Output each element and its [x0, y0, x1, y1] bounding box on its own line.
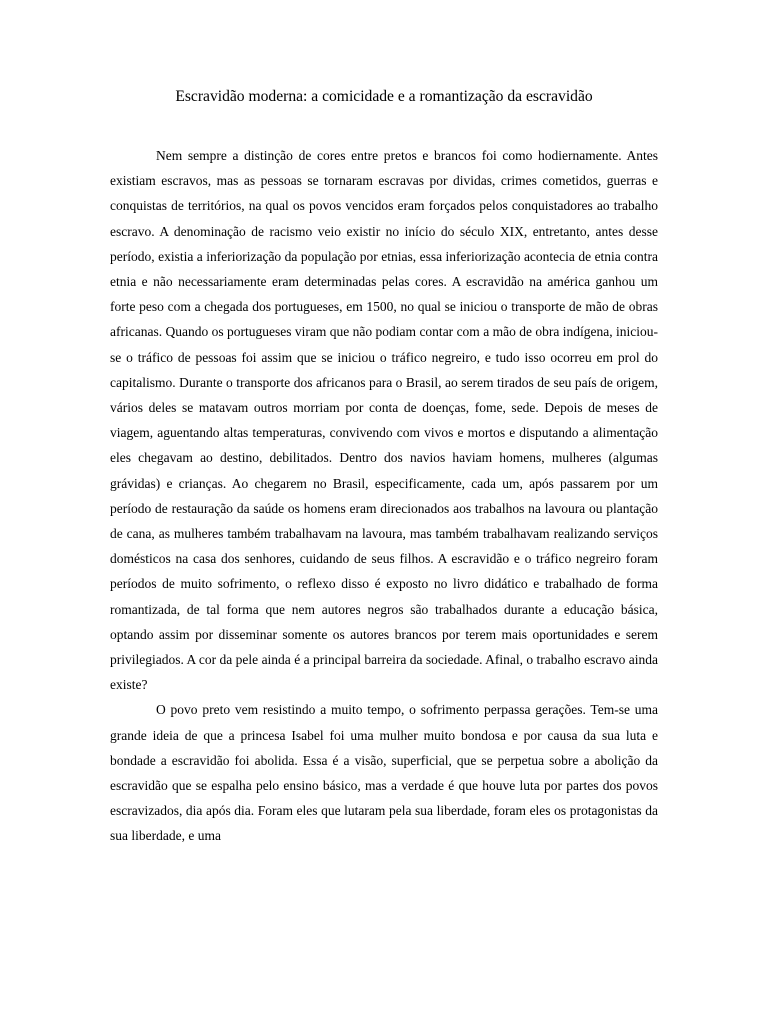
document-title: Escravidão moderna: a comicidade e a romantização da escravidão — [175, 88, 593, 105]
paragraph-1: Nem sempre a distinção de cores entre pretos e brancos foi como hodiernamente. Antes existiam escravos, mas as pessoas se tornaram escravas por dividas, crimes cometidos, guerras e conquistas de territórios, na qual os povos vencidos eram forçados pelos conquistadores ao trabalho escravo. A denominação de racismo veio existir no início do século XIX, entretanto, antes desse período, existia a inferiorização da população por etnias, essa inferiorização acontecia de etnia contra etnia e não necessariamente eram determinadas pelas cores. A escravidão na américa ganhou um forte peso com a chegada dos portugueses, em 1500, no qual se iniciou o transporte de mão de obras africanas. Quando os portugueses viram que não podiam contar com a mão de obra indígena, iniciou-se o tráfico de pessoas foi assim que se iniciou o tráfico negreiro, e tudo isso ocorreu em prol do capitalismo. Durante o transporte dos africanos para o Brasil, ao serem tirados de seu país de origem, vários deles se matavam outros morriam por conta de doenças, fome, sede. Depois de meses de viagem, aguentando altas temperaturas, convivendo com vivos e mortos e disputando a alimentação eles chegavam ao destino, debilitados. Dentro dos navios haviam homens, mulheres (algumas grávidas) e crianças. Ao chegarem no Brasil, especificamente, cada um, após passarem por um período de restauração da saúde os homens eram direcionados aos trabalhos na lavoura ou plantação de cana, as mulheres também trabalhavam na lavoura, mas também trabalhavam realizando serviços domésticos na casa dos senhores, cuidando de seus filhos. A escravidão e o tráfico negreiro foram períodos de muito sofrimento, o reflexo disso é exposto no livro didático e trabalhado de forma romantizada, de tal forma que nem autores negros são trabalhados durante a educação básica, optando assim por disseminar somente os autores brancos por terem mais oportunidades e serem privilegiados. A cor da pele ainda é a principal barreira da sociedade. Afinal, o trabalho escravo ainda existe? — [110, 148, 658, 693]
paragraph-2: O povo preto vem resistindo a muito tempo, o sofrimento perpassa gerações. Tem-se uma grande ideia de que a princesa Isabel foi uma mulher muito bondosa e por causa da sua luta e bondade a escravidão foi abolida. Essa é a visão, superficial, que se perpetua sobre a abolição da escravidão que se espalha pelo ensino básico, mas a verdade é que houve luta por partes dos povos escravizados, dia após dia. Foram eles que lutaram pela sua liberdade, foram eles os protagonistas da sua liberdade, e uma — [110, 702, 658, 844]
document-body — [110, 143, 658, 849]
